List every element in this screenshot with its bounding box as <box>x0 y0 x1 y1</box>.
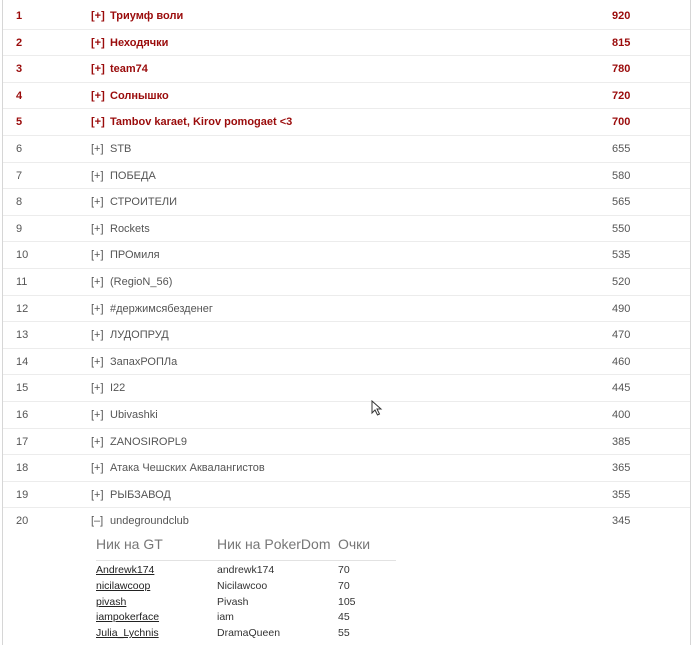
team-name: Триумф воли <box>110 10 184 22</box>
team-rank: 3 <box>16 63 23 76</box>
team-rank: 18 <box>16 462 29 475</box>
member-points: 45 <box>338 611 350 624</box>
team-row <box>3 322 690 349</box>
expand-toggle[interactable]: [+] <box>91 382 104 395</box>
team-name: Rockets <box>110 222 150 235</box>
team-row <box>3 429 690 456</box>
team-name: team74 <box>110 63 148 76</box>
team-score: 580 <box>612 169 631 182</box>
team-rank: 15 <box>16 382 29 395</box>
team-score: 470 <box>612 329 631 342</box>
team-row <box>3 482 690 509</box>
expand-toggle[interactable]: [+] <box>91 169 104 182</box>
member-points: 70 <box>338 579 350 592</box>
team-name: Солнышко <box>110 89 169 102</box>
team-rank: 1 <box>16 10 23 22</box>
team-name: I22 <box>110 382 126 395</box>
team-row <box>3 349 690 376</box>
member-gt-nick-link[interactable]: pivash <box>96 595 127 608</box>
team-rank: 8 <box>16 196 23 209</box>
team-score: 550 <box>612 222 631 235</box>
member-pokerdom-nick: iam <box>217 611 234 624</box>
team-row <box>3 269 690 296</box>
team-name: STB <box>110 142 132 155</box>
team-row <box>3 296 690 323</box>
team-rank: 11 <box>16 275 28 288</box>
team-score: 345 <box>612 515 631 528</box>
team-row <box>3 3 690 30</box>
team-score: 700 <box>612 116 631 129</box>
expand-toggle[interactable]: [+] <box>91 355 104 368</box>
member-gt-nick-cell <box>96 564 154 576</box>
team-name: РЫБЗАВОД <box>110 488 171 501</box>
member-points: 105 <box>338 595 356 608</box>
team-score: 400 <box>612 408 631 421</box>
team-rank: 4 <box>16 89 23 102</box>
team-row <box>3 508 690 535</box>
team-score: 720 <box>612 89 631 102</box>
expand-toggle[interactable]: [+] <box>91 63 105 76</box>
team-name: Атака Чешских Аквалангистов <box>110 462 265 475</box>
team-name: ZANOSIROPL9 <box>110 435 188 448</box>
expand-toggle[interactable]: [+] <box>91 10 105 22</box>
member-row <box>96 561 396 577</box>
team-score: 780 <box>612 63 631 76</box>
member-points: 55 <box>338 627 350 640</box>
team-name: ПОБЕДА <box>110 169 156 182</box>
expand-toggle[interactable]: [+] <box>91 462 104 475</box>
team-score: 460 <box>612 355 631 368</box>
team-row <box>3 402 690 429</box>
team-row <box>3 109 690 136</box>
expand-toggle[interactable]: [+] <box>91 488 104 501</box>
team-score: 385 <box>612 435 631 448</box>
header-gt-nick: Ник на GT <box>96 536 163 552</box>
team-score: 920 <box>612 10 631 22</box>
team-rank: 17 <box>16 435 29 448</box>
member-gt-nick-link[interactable]: nicilawcoop <box>96 579 151 592</box>
team-name: Tambov karaet, Kirov pomogaet <3 <box>110 116 293 129</box>
member-gt-nick-cell <box>96 596 126 608</box>
team-row <box>3 242 690 269</box>
team-rank: 13 <box>16 329 29 342</box>
expand-toggle[interactable]: [+] <box>91 302 104 315</box>
team-score: 365 <box>612 462 631 475</box>
team-rank: 12 <box>16 302 29 315</box>
member-points: 70 <box>338 564 350 576</box>
team-rank: 6 <box>16 142 23 155</box>
team-row <box>3 375 690 402</box>
member-gt-nick-cell <box>96 627 159 639</box>
team-score: 565 <box>612 196 631 209</box>
team-row <box>3 136 690 163</box>
team-score: 490 <box>612 302 631 315</box>
team-score: 355 <box>612 488 631 501</box>
team-row <box>3 56 690 83</box>
team-row <box>3 216 690 243</box>
team-row <box>3 189 690 216</box>
team-score: 445 <box>612 382 631 395</box>
team-score: 815 <box>612 36 631 49</box>
member-pokerdom-nick: DramaQueen <box>217 627 281 640</box>
team-name: (RegioN_56) <box>110 275 173 288</box>
team-members-table <box>96 533 396 640</box>
panel-right-border <box>690 0 691 645</box>
member-gt-nick-cell <box>96 611 159 623</box>
team-rank: 14 <box>16 355 29 368</box>
expand-toggle[interactable]: [+] <box>91 329 104 342</box>
member-row <box>96 608 396 624</box>
member-row <box>96 577 396 593</box>
team-rank: 5 <box>16 116 23 129</box>
expand-toggle[interactable]: [+] <box>91 222 104 235</box>
leaderboard-table <box>3 3 690 535</box>
member-row <box>96 624 396 640</box>
team-name: Ubivashki <box>110 408 158 421</box>
expand-toggle[interactable]: [+] <box>91 36 105 49</box>
team-score: 655 <box>612 142 631 155</box>
member-pokerdom-nick: andrewk174 <box>217 564 275 576</box>
team-name: ПРОмиля <box>110 249 160 262</box>
expand-toggle[interactable]: [+] <box>91 249 104 262</box>
header-points: Очки <box>338 536 371 552</box>
team-score: 535 <box>612 249 631 262</box>
team-score: 520 <box>612 275 631 288</box>
expand-toggle[interactable]: [+] <box>91 275 104 288</box>
member-gt-nick-link[interactable]: Julia_Lychnis <box>96 627 159 640</box>
collapse-toggle[interactable]: [–] <box>91 515 104 528</box>
members-header-row <box>96 533 396 561</box>
team-rank: 9 <box>16 222 23 235</box>
team-name: Неходячки <box>110 36 169 49</box>
team-rank: 10 <box>16 249 29 262</box>
member-gt-nick-link[interactable]: iampokerface <box>96 611 160 624</box>
expand-toggle[interactable]: [+] <box>91 196 104 209</box>
team-row <box>3 30 690 57</box>
team-rank: 7 <box>16 169 23 182</box>
member-gt-nick-cell <box>96 580 150 592</box>
member-gt-nick-link[interactable]: Andrewk174 <box>96 564 155 576</box>
team-name: #держимсябезденег <box>110 302 213 315</box>
member-pokerdom-nick: Pivash <box>217 595 249 608</box>
expand-toggle[interactable]: [+] <box>91 142 104 155</box>
team-rank: 16 <box>16 408 29 421</box>
expand-toggle[interactable]: [+] <box>91 408 104 421</box>
team-row <box>3 455 690 482</box>
team-rank: 20 <box>16 515 29 528</box>
expand-toggle[interactable]: [+] <box>91 116 105 129</box>
team-name: ЗапахРОПЛа <box>110 355 178 368</box>
team-name: ЛУДОПРУД <box>110 329 169 342</box>
team-rank: 19 <box>16 488 29 501</box>
team-row <box>3 83 690 110</box>
team-name: СТРОИТЕЛИ <box>110 196 178 209</box>
team-name: undegroundclub <box>110 515 189 528</box>
member-pokerdom-nick: Nicilawcoo <box>217 579 268 592</box>
expand-toggle[interactable]: [+] <box>91 435 104 448</box>
member-row <box>96 593 396 609</box>
team-row <box>3 163 690 190</box>
expand-toggle[interactable]: [+] <box>91 89 105 102</box>
team-rank: 2 <box>16 36 23 49</box>
members-rows <box>96 561 396 640</box>
mouse-cursor-icon <box>371 400 383 416</box>
header-pokerdom-nick: Ник на PokerDom <box>217 536 331 552</box>
